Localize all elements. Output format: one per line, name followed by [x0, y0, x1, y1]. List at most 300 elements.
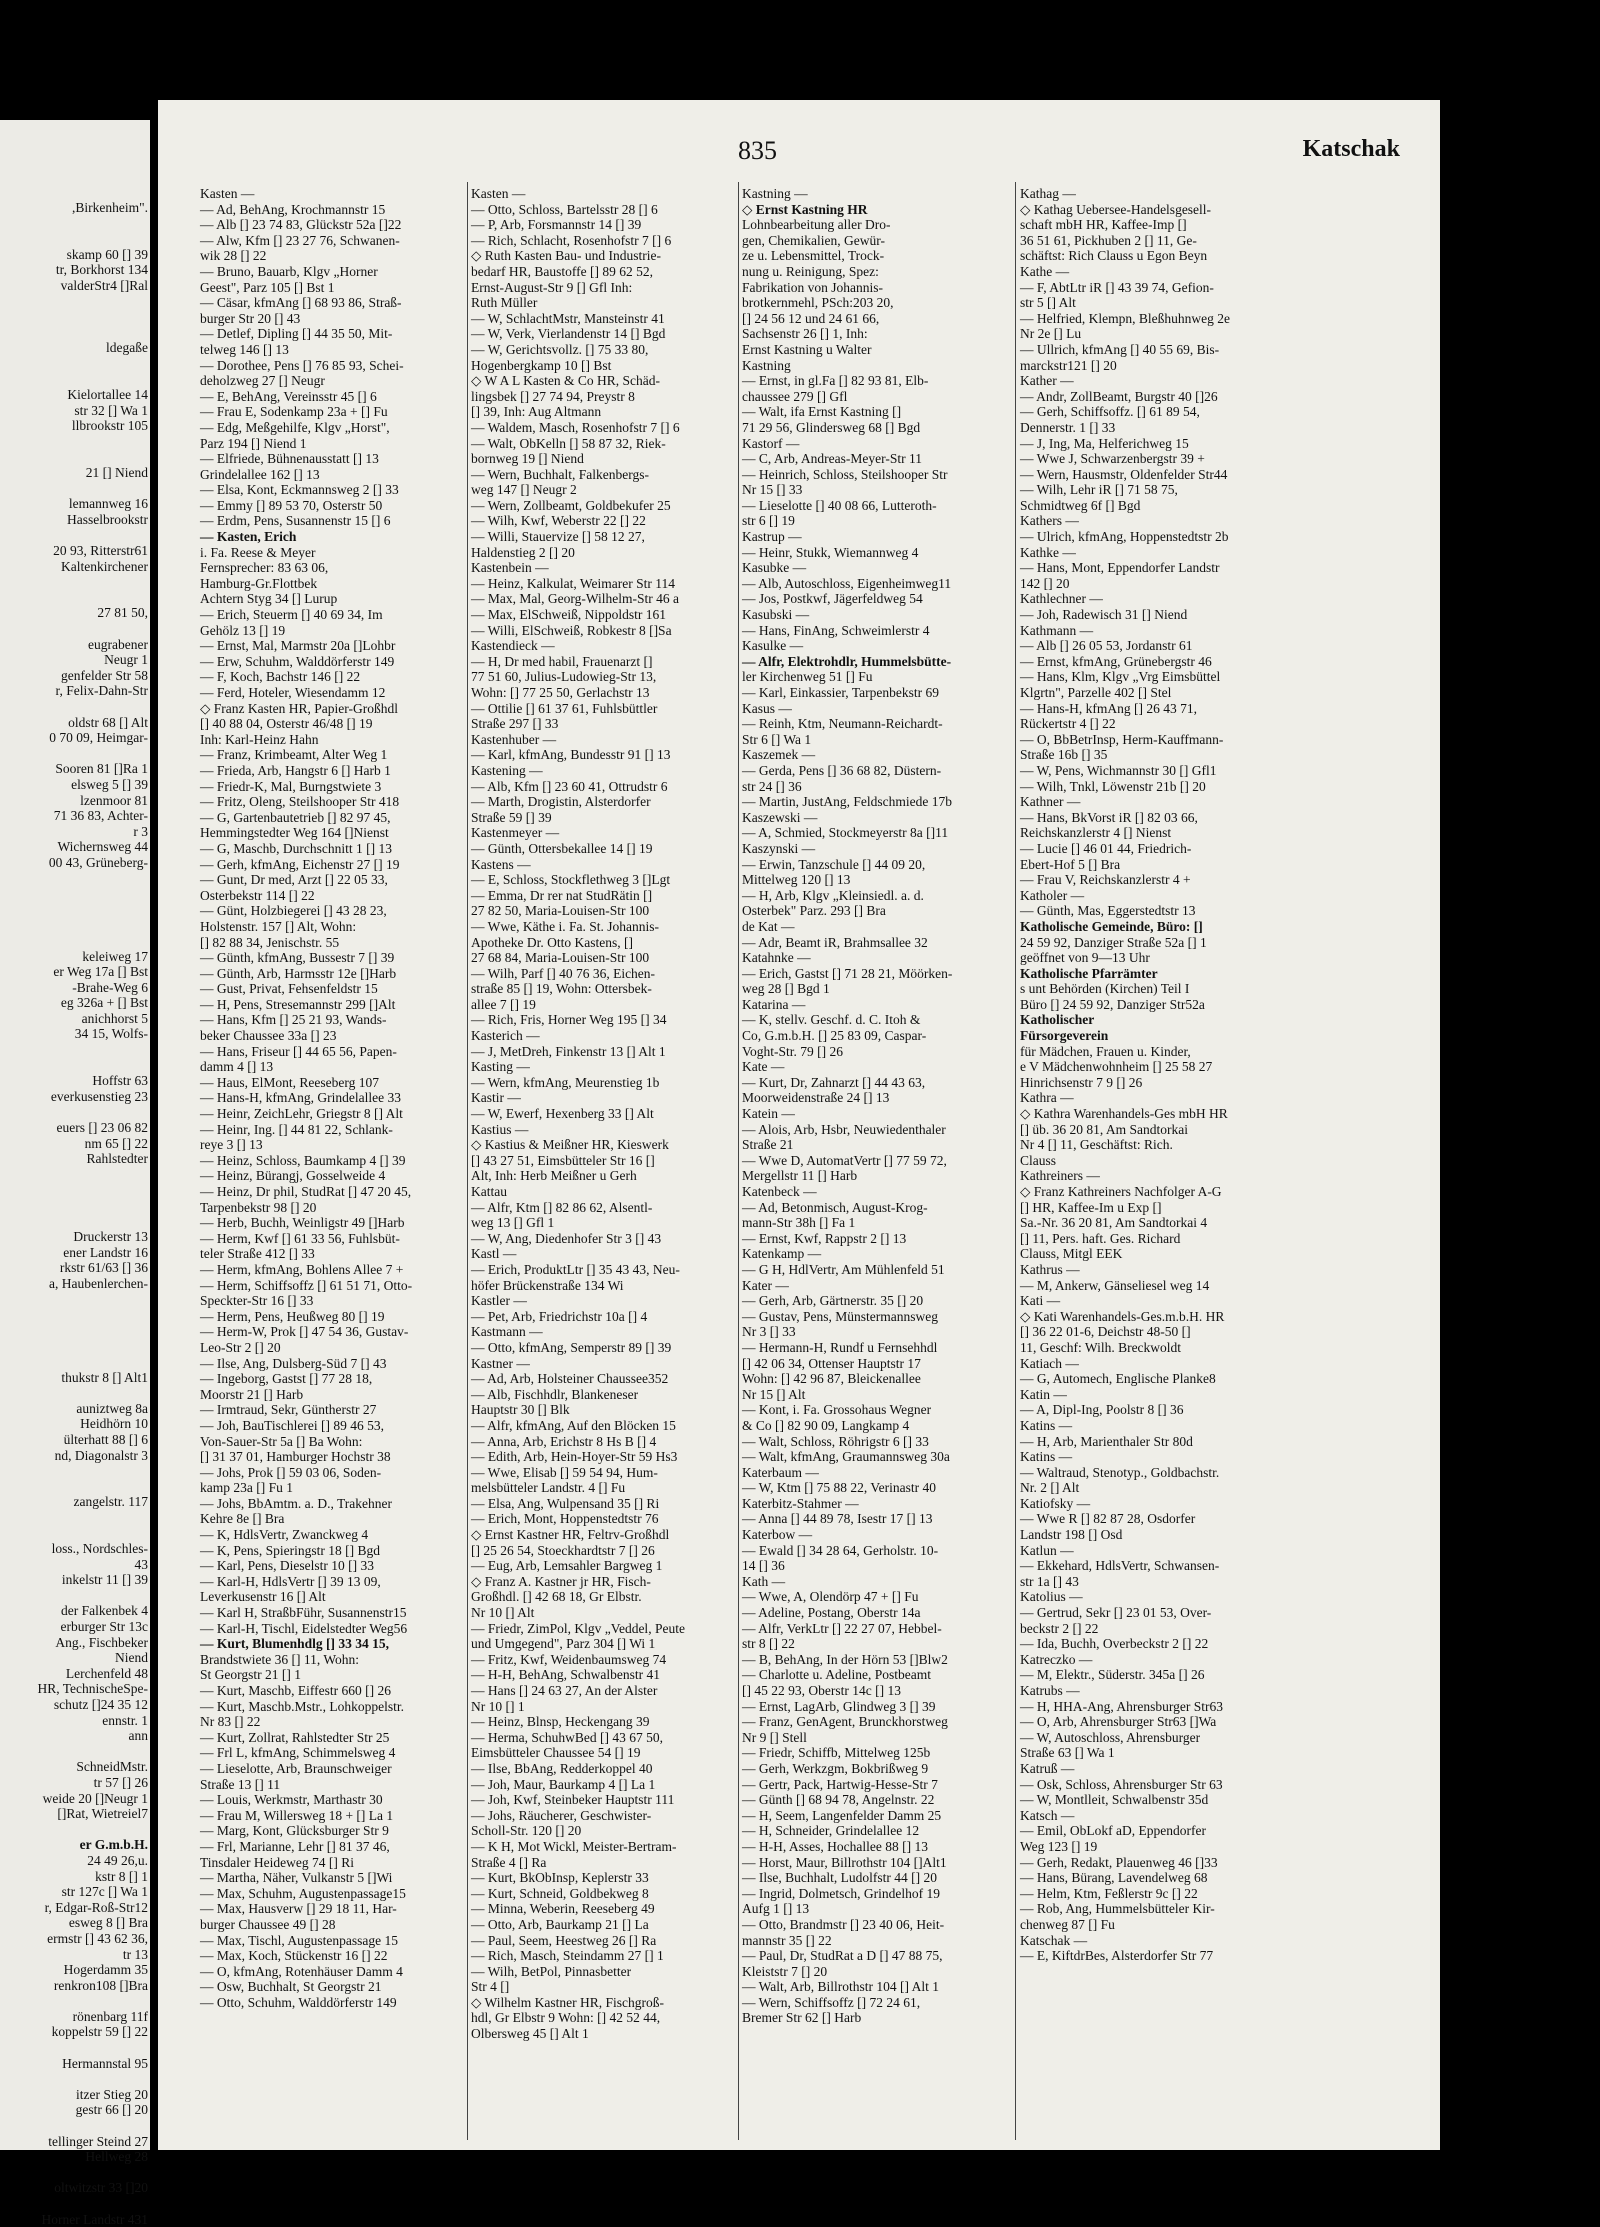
- directory-entry: — Frau E, Sodenkamp 23a + [] Fu: [200, 404, 388, 420]
- page-header: [158, 132, 1440, 172]
- directory-entry: Wohn: [] 77 25 50, Gerlachstr 13: [471, 685, 650, 700]
- directory-entry: — Günt, Holzbiegerei [] 43 28 23,: [200, 903, 387, 919]
- previous-page-entry: [0, 1744, 148, 1760]
- previous-page-entry: [0, 621, 148, 637]
- directory-entry: Nr 83 [] 22: [200, 1714, 261, 1730]
- directory-entry: Kastens —: [471, 856, 531, 872]
- directory-entry: — E, KiftdrBes, Alsterdorfer Str 77: [1020, 1948, 1214, 1964]
- previous-page-entry: loss., Nordschles-: [51, 1541, 148, 1557]
- previous-page-entry: [0, 917, 148, 933]
- directory-entry: Fernsprecher: 83 63 06,: [200, 560, 329, 576]
- previous-page-entry: [0, 871, 148, 887]
- directory-entry: — Wilh, Lehr iR [] 71 58 75,: [1020, 482, 1178, 498]
- previous-page-entry: [0, 527, 148, 543]
- directory-entry: — Paul, Dr, StudRat a D [] 47 88 75,: [742, 1948, 943, 1964]
- directory-entry: — Emmy [] 89 53 70, Osterstr 50: [200, 497, 383, 513]
- directory-entry: — Haus, ElMont, Reeseberg 107: [200, 1074, 379, 1090]
- previous-page-entry: thukstr 8 [] Alt1: [61, 1369, 148, 1385]
- directory-entry: — Gustav, Pens, Münstermannsweg: [742, 1308, 938, 1324]
- directory-entry: weg 28 [] Bgd 1: [742, 981, 830, 997]
- directory-entry: — W, Verk, Vierlandenstr 14 [] Bgd: [471, 326, 666, 342]
- directory-entry: — K, HdlsVertr, Zwanckweg 4: [200, 1527, 369, 1543]
- directory-entry: Kathmann —: [1020, 622, 1094, 638]
- previous-page-entry: Hogerdamm 35: [63, 1962, 148, 1978]
- directory-entry: — Kont, i. Fa. Grossohaus Wegner: [742, 1402, 932, 1418]
- directory-entry: ◇ Kathra Warenhandels-Ges mbH HR: [1020, 1106, 1228, 1122]
- directory-entry: Scholl-Str. 120 [] 20: [471, 1823, 582, 1839]
- directory-entry: Alt, Inh: Herb Meißner u Gerh: [471, 1168, 637, 1184]
- directory-column-2: [471, 186, 736, 2042]
- directory-entry: — Heinrich, Schloss, Steilshooper Str: [742, 466, 948, 482]
- directory-entry: — Wern, Zollbeamt, Goldbekufer 25: [471, 497, 671, 513]
- directory-entry: — Heinz, Dr phil, StudRat [] 47 20 45,: [200, 1184, 412, 1199]
- directory-entry: — Willi, ElSchweiß, Robkestr 8 []Sa: [471, 622, 672, 638]
- directory-entry: Katarina —: [742, 996, 806, 1012]
- directory-entry: — H, Seem, Langenfelder Damm 25: [742, 1807, 942, 1823]
- directory-entry: — Alfr, VerkLtr [] 22 27 07, Hebbel-: [742, 1620, 942, 1636]
- directory-entry: — Reinh, Ktm, Neumann-Reichardt-: [742, 716, 943, 732]
- directory-entry: Katin —: [1020, 1386, 1067, 1402]
- directory-entry: — Heinz, Schloss, Baumkamp 4 [] 39: [200, 1152, 406, 1168]
- previous-page-entry: anichhorst 5: [81, 1010, 148, 1026]
- directory-entry: Kathag —: [1020, 186, 1076, 201]
- previous-page-entry: [0, 434, 148, 450]
- directory-entry: 27 68 84, Maria-Louisen-Str 100: [471, 950, 650, 966]
- directory-entry: Kathra —: [1020, 1090, 1074, 1106]
- directory-entry: — Wwe J, Schwarzenbergstr 39 +: [1020, 451, 1205, 467]
- directory-entry: — Erich, Gastst [] 71 28 21, Möörken-: [742, 965, 953, 981]
- directory-entry: Wohn: [] 42 96 87, Bleickenallee: [742, 1371, 921, 1387]
- previous-page-entry: [0, 2165, 148, 2181]
- directory-entry: — Ernst, Mal, Marmstr 20a []Lohbr: [200, 638, 396, 654]
- directory-entry: Weg 123 [] 19: [1020, 1838, 1098, 1854]
- directory-entry: — Max, Koch, Stückenstr 16 [] 22: [200, 1948, 388, 1964]
- directory-entry: Kaszynski —: [742, 840, 816, 856]
- directory-entry: — Gunt, Dr med, Arzt [] 22 05 33,: [200, 872, 388, 888]
- previous-page-entry: [0, 1167, 148, 1183]
- directory-entry: marckstr121 [] 20: [1020, 357, 1117, 373]
- previous-page-entry: Sooren 81 []Ra 1: [55, 761, 148, 777]
- directory-entry: — G H, HdlVertr, Am Mühlenfeld 51: [742, 1261, 945, 1277]
- directory-entry: Büro [] 24 59 92, Danziger Str52a: [1020, 996, 1205, 1012]
- directory-entry: ◇ Ruth Kasten Bau- und Industrie-: [471, 248, 661, 264]
- directory-entry: — Frau V, Reichskanzlerstr 4 +: [1020, 872, 1191, 888]
- directory-entry: Kastius —: [471, 1121, 529, 1137]
- directory-entry: str 6 [] 19: [742, 513, 795, 529]
- previous-page-entry: Druckerstr 13: [73, 1229, 148, 1245]
- directory-entry: teler Straße 412 [] 33: [200, 1246, 315, 1262]
- directory-entry: — Günth [] 68 94 78, Angelnstr. 22: [742, 1792, 935, 1808]
- directory-entry: Mittelweg 120 [] 13: [742, 872, 851, 888]
- directory-entry: — Lieselotte [] 40 08 66, Lutteroth-: [742, 497, 937, 513]
- directory-entry: Haldenstieg 2 [] 20: [471, 544, 575, 560]
- directory-entry: — F, AbtLtr iR [] 43 39 74, Gefion-: [1020, 279, 1214, 295]
- directory-entry: Moorstr 21 [] Harb: [200, 1386, 304, 1402]
- directory-entry: — O, kfmAng, Rotenhäuser Damm 4: [200, 1963, 403, 1979]
- directory-entry: bornweg 19 [] Niend: [471, 451, 584, 467]
- directory-entry: ◇ Ernst Kastner HR, Feltrv-Großhdl: [471, 1527, 670, 1543]
- previous-page-entry: gestr 66 [] 20: [75, 2102, 148, 2118]
- running-head: Katschak: [1302, 136, 1400, 162]
- previous-page-entry: ldegaße: [106, 340, 148, 356]
- directory-entry: — Frl L, kfmAng, Schimmelsweg 4: [200, 1745, 396, 1761]
- directory-entry: wik 28 [] 22: [200, 248, 267, 264]
- previous-page-entry: Hasselbrookstr: [67, 511, 148, 527]
- directory-entry: — Herm-W, Prok [] 47 54 36, Gustav-: [200, 1324, 409, 1340]
- previous-page-entry: r, Felix-Dahn-Str: [55, 683, 148, 699]
- directory-entry: — Wern, kfmAng, Meurenstieg 1b: [471, 1074, 660, 1090]
- directory-entry: Kastler —: [471, 1293, 527, 1309]
- directory-entry: — Gerh, Redakt, Plauenweg 46 []33: [1020, 1854, 1218, 1870]
- previous-page-entry: eugrabener: [88, 636, 148, 652]
- directory-entry: Leo-Str 2 [] 20: [200, 1339, 281, 1355]
- directory-entry: Katlun —: [1020, 1542, 1074, 1558]
- previous-page-entry: nd, Diagonalstr 3: [54, 1447, 148, 1463]
- previous-page-entry: [0, 886, 148, 902]
- previous-page-entry: -Brahe-Weg 6: [72, 979, 148, 995]
- previous-page-entry: auniztweg 8a: [76, 1400, 148, 1416]
- directory-entry: — Ilse, BbAng, Redderkoppel 40: [471, 1760, 653, 1776]
- previous-page-entry: esweg 8 [] Bra: [68, 1915, 148, 1931]
- directory-entry: Hauptstr 30 [] Blk: [471, 1402, 570, 1418]
- directory-entry: Tarpenbekstr 98 [] 20: [200, 1199, 317, 1215]
- directory-entry: Kasten —: [471, 186, 526, 201]
- previous-page-entry: HR, TechnischeSpe-: [37, 1681, 148, 1697]
- directory-entry: — B, BehAng, In der Hörn 53 []Blw2: [742, 1651, 948, 1667]
- directory-entry: geöffnet von 9—13 Uhr: [1020, 950, 1150, 966]
- directory-entry: — Fritz, Oleng, Steilshooper Str 418: [200, 794, 400, 810]
- directory-entry: Kathlechner —: [1020, 591, 1103, 607]
- directory-entry: — Ad, BehAng, Krochmannstr 15: [200, 201, 386, 217]
- directory-entry: — Detlef, Dipling [] 44 35 50, Mit-: [200, 326, 393, 342]
- directory-entry: — Karl H, StraßbFühr, Susannenstr15: [200, 1605, 407, 1621]
- directory-entry: chaussee 279 [] Gfl: [742, 388, 848, 404]
- directory-entry: Katahnke —: [742, 950, 811, 966]
- directory-entry: — W, Autoschloss, Ahrensburger: [1020, 1729, 1201, 1745]
- directory-entry: — Edith, Arb, Hein-Hoyer-Str 59 Hs3: [471, 1449, 678, 1465]
- directory-entry: Osterbekstr 114 [] 22: [200, 887, 315, 903]
- previous-page-entry: [0, 356, 148, 372]
- previous-page-entry: [0, 902, 148, 918]
- directory-entry: Kasus —: [742, 700, 792, 716]
- directory-page: [158, 100, 1440, 2150]
- directory-entry: — Erdm, Pens, Susannenstr 15 [] 6: [200, 513, 391, 529]
- directory-entry: — Günth, kfmAng, Bussestr 7 [] 39: [200, 950, 395, 966]
- directory-entry: — Walt, ifa Ernst Kastning []: [742, 404, 902, 420]
- directory-entry: — Heinr, ZeichLehr, Griegstr 8 [] Alt: [200, 1106, 403, 1122]
- directory-entry: Kathke —: [1020, 544, 1076, 560]
- directory-entry: bedarf HR, Baustoffe [] 89 62 52,: [471, 263, 653, 279]
- previous-page-entry: [0, 481, 148, 497]
- directory-entry: — Ad, Betonmisch, August-Krog-: [742, 1199, 928, 1215]
- previous-page-entry: elsweg 5 [] 39: [71, 776, 148, 792]
- directory-entry: — J, Ing, Ma, Helferichweg 15: [1020, 435, 1189, 451]
- page-number: 835: [738, 136, 777, 165]
- directory-entry: brotkernmehl, PSch:203 20,: [742, 295, 894, 311]
- directory-entry: — Willi, Stauervize [] 58 12 27,: [471, 529, 645, 545]
- directory-entry: Straße 297 [] 33: [471, 716, 559, 732]
- previous-page-entry: tr 57 [] 26: [93, 1774, 148, 1790]
- directory-entry: — Helfried, Klempn, Bleßhuhnweg 2e: [1020, 310, 1230, 326]
- directory-entry: — Otto, Schloss, Bartelsstr 28 [] 6: [471, 201, 658, 217]
- directory-entry: Achtern Styg 34 [] Lurup: [200, 591, 338, 607]
- directory-entry: — Wwe R [] 82 87 28, Osdorfer: [1020, 1511, 1196, 1527]
- directory-entry: — Herm, Pens, Heußweg 80 [] 19: [200, 1308, 385, 1324]
- directory-entry: Kathner —: [1020, 794, 1081, 810]
- directory-entry: Kastorf —: [742, 435, 800, 451]
- directory-entry: [] 31 37 01, Hamburger Hochstr 38: [200, 1449, 391, 1465]
- directory-entry: Kasten —: [200, 186, 255, 201]
- directory-entry: — Helm, Ktm, Feßlerstr 9c [] 22: [1020, 1885, 1198, 1901]
- previous-page-entry: [0, 1525, 148, 1541]
- previous-page-entry: r 3: [133, 823, 148, 839]
- previous-page-entry: schutz []24 35 12: [53, 1697, 148, 1712]
- directory-entry: Straße 4 [] Ra: [471, 1854, 547, 1870]
- previous-page-entry: [0, 1058, 148, 1074]
- previous-page-entry: ermstr [] 43 62 36,: [47, 1930, 148, 1946]
- directory-entry: Moorweidenstraße 24 [] 13: [742, 1090, 890, 1106]
- directory-entry: Ruth Müller: [471, 295, 538, 311]
- directory-entry: Geest", Parz 105 [] Bst 1: [200, 279, 335, 295]
- directory-entry: — Frau M, Willersweg 18 + [] La 1: [200, 1807, 394, 1823]
- directory-entry: — Ottilie [] 61 37 61, Fuhlsbüttler: [471, 700, 658, 716]
- directory-entry: — Osk, Schloss, Ahrensburger Str 63: [1020, 1776, 1223, 1792]
- previous-page-entry: nm 65 [] 22: [84, 1135, 148, 1151]
- previous-page-entry: [0, 1198, 148, 1214]
- directory-entry: Kastning: [742, 357, 791, 373]
- directory-entry: — Charlotte u. Adeline, Postbeamt: [742, 1667, 931, 1683]
- directory-entry: Kastenbein —: [471, 560, 549, 576]
- directory-entry: Kather —: [1020, 373, 1074, 389]
- directory-entry: — Emil, ObLokf aD, Eppendorfer: [1020, 1823, 1206, 1839]
- directory-entry: hdl, Gr Elbstr 9 Wohn: [] 42 52 44,: [471, 2010, 661, 2026]
- previous-page-entry: [0, 1385, 148, 1401]
- directory-entry: Katsch —: [1020, 1807, 1075, 1823]
- directory-entry: Straße 13 [] 11: [200, 1776, 281, 1792]
- directory-entry: Katholischer: [1020, 1012, 1095, 1028]
- directory-entry: — Paul, Seem, Heestweg 26 [] Ra: [471, 1932, 657, 1948]
- directory-entry: Grindelallee 162 [] 13: [200, 466, 320, 482]
- directory-entry: Str 4 []: [471, 1979, 510, 1995]
- directory-entry: [] 24 56 12 und 24 61 66,: [742, 310, 880, 326]
- directory-entry: — Alfr, Elektrohdlr, Hummelsbütte-: [742, 653, 952, 669]
- previous-page-entry: Hellweg 28: [85, 2149, 148, 2165]
- previous-page-entry: zangelstr. 117: [73, 1494, 148, 1510]
- directory-entry: — Pet, Arb, Friedrichstr 10a [] 4: [471, 1308, 648, 1324]
- directory-entry: Sachsenstr 26 [] 1, Inh:: [742, 326, 868, 342]
- directory-entry: — Kurt, Maschb, Eiffestr 660 [] 26: [200, 1683, 391, 1698]
- previous-page-entry: itzer Stieg 20: [76, 2086, 148, 2102]
- directory-entry: str 24 [] 36: [742, 778, 802, 794]
- directory-entry: — Hans, BkVorst iR [] 82 03 66,: [1020, 809, 1198, 825]
- directory-entry: — Günth, Ottersbekallee 14 [] 19: [471, 840, 653, 856]
- directory-entry: — Alb, Fischhdlr, Blankeneser: [471, 1386, 639, 1402]
- directory-entry: — Gerda, Pens [] 36 68 82, Düstern-: [742, 762, 942, 778]
- directory-entry: — Kurt, Maschb.Mstr., Lohkoppelstr.: [200, 1698, 404, 1714]
- directory-entry: ◇ W A L Kasten & Co HR, Schäd-: [471, 373, 660, 389]
- previous-page-entry: inkelstr 11 [] 39: [61, 1572, 148, 1588]
- previous-page-entry: Ang., Fischbeker: [55, 1634, 148, 1650]
- directory-entry: — Heinr, Ing. [] 44 81 22, Schlank-: [200, 1121, 393, 1137]
- directory-entry: Katenkamp —: [742, 1246, 822, 1262]
- directory-entry: — Rob, Ang, Hummelsbütteler Kir-: [1020, 1901, 1215, 1917]
- previous-page-entry: 43: [134, 1556, 148, 1572]
- directory-entry: — Herma, SchuhwBed [] 43 67 50,: [471, 1729, 663, 1745]
- directory-entry: — Gertr, Pack, Hartwig-Hesse-Str 7: [742, 1776, 938, 1792]
- directory-entry: gen, Chemikalien, Gewür-: [742, 232, 885, 248]
- directory-entry: — Johs, Prok [] 59 03 06, Soden-: [200, 1464, 382, 1480]
- directory-entry: Hinrichsenstr 7 9 [] 26: [1020, 1074, 1143, 1090]
- directory-entry: — Friedr, ZimPol, Klgv „Veddel, Peute: [471, 1620, 685, 1636]
- directory-entry: damm 4 [] 13: [200, 1059, 274, 1075]
- directory-entry: Katenbeck —: [742, 1184, 817, 1199]
- directory-entry: Kasterich —: [471, 1028, 540, 1044]
- directory-entry: ◇ Wilhelm Kastner HR, Fischgroß-: [471, 1994, 664, 2010]
- directory-entry: — Kurt, BkObInsp, Keplerstr 33: [471, 1870, 649, 1886]
- directory-entry: — Alb, Autoschloss, Eigenheimweg11: [742, 575, 952, 591]
- directory-entry: — Max, Tischl, Augustenpassage 15: [200, 1932, 399, 1948]
- directory-entry: — Wilh, Kwf, Weberstr 22 [] 22: [471, 513, 646, 529]
- previous-page-entry: ülterhatt 88 [] 6: [63, 1431, 148, 1447]
- directory-entry: — M, Elektr., Süderstr. 345a [] 26: [1020, 1667, 1205, 1683]
- directory-entry: — H, Arb, Marienthaler Str 80d: [1020, 1433, 1193, 1449]
- previous-page-entry: 20 93, Ritterstr61: [53, 543, 148, 559]
- directory-entry: — Heinr, Stukk, Wiemannweg 4: [742, 544, 919, 560]
- directory-entry: — Hans, Friseur [] 44 65 56, Papen-: [200, 1043, 397, 1059]
- directory-entry: — O, Arb, Ahrensburger Str63 []Wa: [1020, 1714, 1217, 1730]
- directory-column-3: [742, 186, 1012, 2026]
- directory-entry: — Hans, Bürang, Lavendelweg 68: [1020, 1870, 1208, 1886]
- directory-entry: — Lieselotte, Arb, Braunschweiger: [200, 1760, 392, 1776]
- directory-entry: ler Kirchenweg 51 [] Fu: [742, 669, 873, 685]
- directory-entry: — Elsa, Kont, Eckmannsweg 2 [] 33: [200, 482, 399, 498]
- directory-entry: Kastl —: [471, 1246, 517, 1262]
- directory-entry: — Heinz, Blnsp, Heckengang 39: [471, 1714, 650, 1730]
- previous-page-entry: [0, 590, 148, 606]
- previous-page-entry: [0, 1042, 148, 1058]
- directory-entry: — Louis, Werkmstr, Marthastr 30: [200, 1792, 383, 1808]
- previous-page-entry: weide 20 []Neugr 1: [42, 1790, 148, 1806]
- previous-page-entry: tellinger Steind 27: [48, 2133, 148, 2149]
- directory-entry: Ernst Kastning u Walter: [742, 341, 872, 357]
- previous-page-entry: [0, 216, 148, 232]
- directory-entry: Clauss, Mitgl EEK: [1020, 1246, 1123, 1262]
- directory-entry: — Fritz, Kwf, Weidenbaumsweg 74: [471, 1651, 667, 1667]
- directory-entry: — Ernst, in gl.Fa [] 82 93 81, Elb-: [742, 373, 929, 389]
- directory-entry: Lohnbearbeitung aller Dro-: [742, 217, 891, 233]
- directory-entry: Straße 59 [] 39: [471, 809, 552, 825]
- previous-page-entry: Wichernsweg 44: [57, 839, 148, 855]
- previous-page-entry: [0, 2196, 148, 2212]
- previous-page-entry: Kielortallee 14: [67, 387, 148, 403]
- directory-entry: Katholische Pfarrämter: [1020, 965, 1158, 981]
- previous-page-entry: rkstr 61/63 [] 36: [59, 1260, 148, 1276]
- directory-entry: Klgrtn", Parzelle 402 [] Stel: [1020, 685, 1172, 700]
- directory-entry: 71 29 56, Glindersweg 68 [] Bgd: [742, 419, 921, 435]
- directory-entry: — Jos, Postkwf, Jägerfeldweg 54: [742, 591, 923, 607]
- previous-page-entry: [0, 574, 148, 590]
- directory-entry: Kastner —: [471, 1355, 530, 1371]
- previous-page-entry: er Weg 17a [] Bst: [53, 964, 148, 980]
- directory-entry: — Rich, Schlacht, Rosenhofstr 7 [] 6: [471, 232, 672, 248]
- directory-entry: ◇ Franz A. Kastner jr HR, Fisch-: [471, 1573, 651, 1589]
- directory-entry: — M, Ankerw, Gänseliesel weg 14: [1020, 1277, 1210, 1293]
- directory-entry: 11, Geschf: Wilh. Breckwoldt: [1020, 1339, 1182, 1355]
- directory-entry: [] 40 88 04, Osterstr 46/48 [] 19: [200, 716, 373, 732]
- directory-entry: — Waltraud, Stenotyp., Goldbachstr.: [1020, 1464, 1220, 1480]
- directory-entry: Kastmann —: [471, 1324, 543, 1340]
- directory-entry: — W, Montlleit, Schwalbenstr 35d: [1020, 1792, 1209, 1808]
- column-rule: [1015, 182, 1016, 2140]
- directory-entry: Hemmingstedter Weg 164 []Nienst: [200, 825, 389, 841]
- directory-entry: — Lucie [] 46 01 44, Friedrich-: [1020, 840, 1192, 856]
- directory-entry: — Walt, ObKelln [] 58 87 32, Riek-: [471, 435, 666, 451]
- directory-entry: de Kat —: [742, 918, 795, 934]
- previous-page-entry: llbrookstr 105: [71, 418, 148, 434]
- directory-entry: — Wern, Buchhalt, Falkenbergs-: [471, 466, 650, 482]
- directory-entry: — Frl, Marianne, Lehr [] 81 37 46,: [200, 1838, 390, 1854]
- directory-entry: — Wwe, Elisab [] 59 54 94, Hum-: [471, 1464, 658, 1480]
- directory-entry: — Gerh, Schiffsoffz. [] 61 89 54,: [1020, 404, 1200, 420]
- previous-page-entry: ann: [128, 1728, 148, 1744]
- directory-entry: — Herb, Buchh, Weinligstr 49 []Harb: [200, 1215, 405, 1231]
- directory-entry: kamp 23a [] Fu 1: [200, 1480, 293, 1496]
- directory-entry: [] 39, Inh: Aug Altmann: [471, 404, 602, 420]
- directory-entry: 36 51 61, Pickhuben 2 [] 11, Ge-: [1020, 232, 1197, 248]
- previous-page-entry: [0, 450, 148, 466]
- previous-page-entry: [0, 1323, 148, 1339]
- directory-entry: — Alb, Kfm [] 23 60 41, Ottrudstr 6: [471, 778, 668, 794]
- directory-entry: — Alb [] 23 74 83, Glückstr 52a []22: [200, 217, 402, 233]
- previous-page-entry: oltwitzstr 33 []20: [54, 2180, 148, 2196]
- previous-page-entry: 34 15, Wolfs-: [74, 1026, 148, 1042]
- previous-page-entry: ,Birkenheim".: [72, 200, 148, 215]
- directory-entry: Reichskanzlerstr 4 [] Nienst: [1020, 825, 1172, 841]
- directory-entry: für Mädchen, Frauen u. Kinder,: [1020, 1043, 1191, 1059]
- directory-entry: ◇ Kati Warenhandels-Ges.m.b.H. HR: [1020, 1308, 1225, 1324]
- directory-entry: — Günth, Arb, Harmsstr 12e []Harb: [200, 965, 397, 981]
- previous-page-entry: [0, 325, 148, 341]
- directory-entry: — Hans-H, kfmAng, Grindelallee 33: [200, 1090, 401, 1106]
- directory-entry: Kaszewski —: [742, 809, 818, 825]
- directory-entry: — Erich, ProduktLtr [] 35 43 43, Neu-: [471, 1261, 680, 1277]
- column-rule: [738, 182, 739, 2140]
- directory-entry: — H, Arb, Klgv „Kleinsiedl. a. d.: [742, 887, 924, 903]
- directory-entry: — Wern, Hausmstr, Oldenfelder Str44: [1020, 466, 1228, 482]
- directory-entry: Großhdl. [] 42 68 18, Gr Elbstr.: [471, 1589, 642, 1605]
- directory-entry: telweg 146 [] 13: [200, 341, 289, 357]
- previous-page-entry: 00 43, Grüneberg-: [48, 854, 148, 870]
- directory-entry: 142 [] 20: [1020, 575, 1070, 591]
- previous-page-entry: [0, 1588, 148, 1604]
- previous-page-fragment: [0, 120, 150, 2227]
- previous-page-entry: kstr 8 [] 1: [95, 1868, 148, 1884]
- directory-entry: Str 6 [] Wa 1: [742, 731, 812, 747]
- directory-entry: — Günth, Mas, Eggerstedtstr 13: [1020, 903, 1196, 919]
- directory-entry: Aufg 1 [] 13: [742, 1901, 810, 1917]
- column-rule: [467, 182, 468, 2140]
- previous-page-entry: [0, 1214, 148, 1230]
- previous-page-entry: skamp 60 [] 39: [66, 246, 148, 262]
- previous-page-entry: rönenbarg 11f: [72, 2008, 148, 2024]
- directory-entry: — Franz, GenAgent, Brunckhorstweg: [742, 1714, 948, 1730]
- directory-entry: — A, Schmied, Stockmeyerstr 8a []11: [742, 825, 949, 841]
- previous-page-entry: 0 70 09, Heimgar-: [49, 730, 148, 746]
- directory-entry: mannstr 35 [] 22: [742, 1932, 832, 1948]
- directory-entry: — Ewald [] 34 28 64, Gerholstr. 10-: [742, 1542, 939, 1558]
- directory-entry: Kastir —: [471, 1090, 521, 1106]
- previous-page-entry: ener Landstr 16: [63, 1244, 148, 1260]
